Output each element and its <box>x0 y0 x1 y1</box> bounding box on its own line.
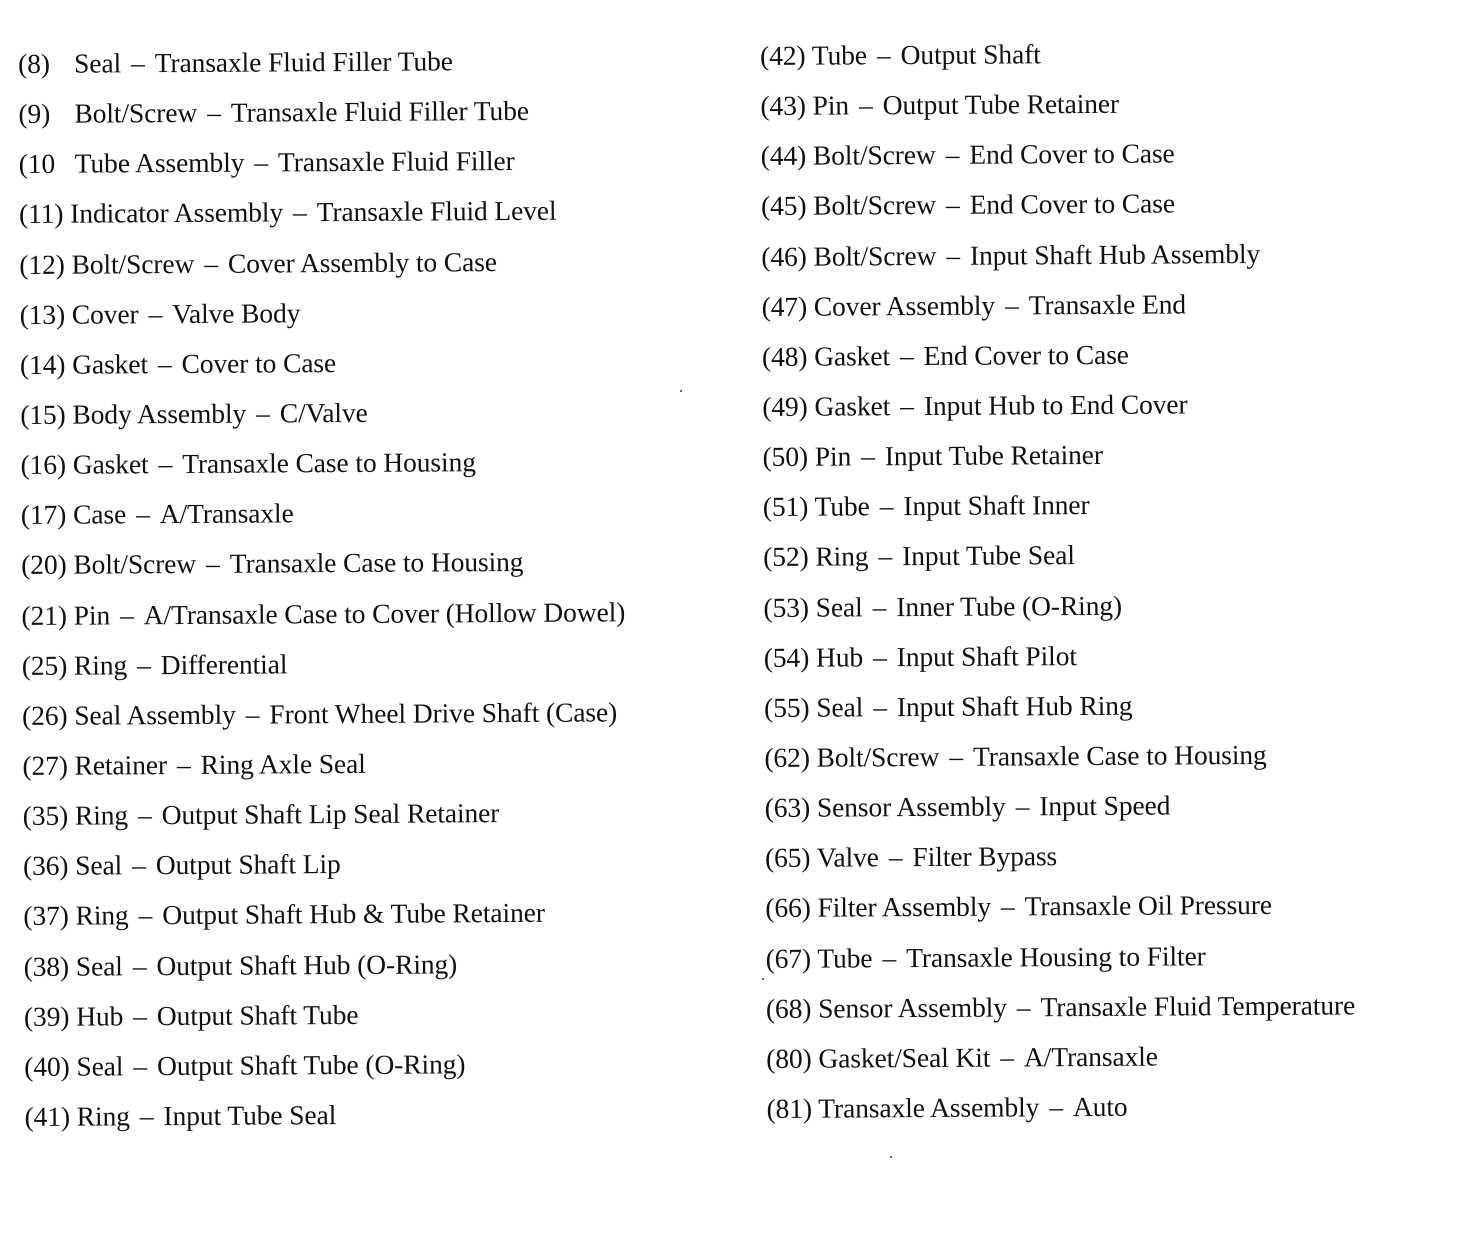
separator-dash: – <box>132 949 147 981</box>
separator-dash: – <box>245 698 260 730</box>
part-number: (39) <box>23 1000 70 1032</box>
part-name: Cover <box>71 297 139 330</box>
part-number: (63) <box>764 791 811 824</box>
scan-speck <box>890 1156 892 1158</box>
separator-dash: – <box>130 47 145 79</box>
part-description: Input Tube Retainer <box>884 439 1104 472</box>
part-name: Sensor Assembly <box>816 790 1006 823</box>
separator-dash: – <box>872 590 887 622</box>
separator-dash: – <box>882 941 897 973</box>
part-number: (38) <box>23 950 70 982</box>
part-name: Indicator Assembly <box>70 196 284 230</box>
parts-list-right <box>760 32 1356 1139</box>
separator-dash: – <box>858 89 873 121</box>
part-description: Input Tube Seal <box>163 1099 337 1132</box>
separator-dash: – <box>157 347 172 379</box>
part-name: Bolt/Screw <box>812 139 936 171</box>
part-name: Bolt/Screw <box>71 247 195 280</box>
part-number: (14) <box>19 348 66 380</box>
part-description: Input Shaft Inner <box>903 489 1090 522</box>
list-item <box>766 985 1355 1039</box>
separator-dash: – <box>256 397 270 429</box>
part-name: Seal <box>816 691 864 723</box>
part-number: (10 <box>18 148 56 180</box>
list-item <box>761 233 1350 287</box>
list-item <box>764 734 1353 788</box>
part-number: (20) <box>21 549 67 581</box>
list-item <box>760 83 1349 137</box>
list-item <box>23 792 627 846</box>
separator-dash: – <box>899 339 914 371</box>
list-item <box>18 90 622 144</box>
separator-dash: – <box>158 448 173 480</box>
separator-dash: – <box>873 691 888 723</box>
separator-dash: – <box>888 841 903 873</box>
part-number: (54) <box>763 641 810 673</box>
part-name: Bolt/Screw <box>813 189 937 222</box>
list-item <box>22 692 626 746</box>
list-item <box>24 1093 628 1147</box>
part-number: (81) <box>766 1092 813 1124</box>
separator-dash: – <box>876 39 891 71</box>
part-description: Filter Bypass <box>912 840 1058 873</box>
list-item <box>20 441 624 495</box>
separator-dash: – <box>132 849 146 881</box>
separator-dash: – <box>137 799 152 831</box>
part-description: Transaxle Fluid Filler Tube <box>154 45 453 79</box>
part-description: Cover to Case <box>181 346 337 379</box>
part-description: Transaxle Fluid Level <box>316 195 557 228</box>
separator-dash: – <box>206 548 220 580</box>
list-item <box>762 283 1351 337</box>
part-number: (51) <box>762 490 809 523</box>
list-item <box>760 32 1349 86</box>
part-name: Bolt/Screw <box>813 239 937 272</box>
part-number: (8) <box>18 47 50 79</box>
part-name: Gasket <box>814 340 891 372</box>
separator-dash: – <box>945 189 960 221</box>
part-description: A/Transaxle Case to Cover (Hollow Dowel) <box>143 595 626 630</box>
separator-dash: – <box>1000 1041 1015 1073</box>
part-description: Input Shaft Hub Assembly <box>969 237 1261 271</box>
part-number: (17) <box>20 498 67 531</box>
part-number: (48) <box>761 340 808 372</box>
part-description: Auto <box>1072 1090 1128 1123</box>
part-name: Ring <box>75 899 129 932</box>
part-name: Valve <box>816 841 879 873</box>
separator-dash: – <box>133 999 147 1031</box>
part-name: Seal <box>75 849 123 881</box>
separator-dash: – <box>949 740 964 772</box>
list-item <box>763 584 1352 638</box>
part-description: Output Shaft Hub (O-Ring) <box>156 947 458 981</box>
part-description: Output Tube Retainer <box>882 87 1120 121</box>
part-name: Tube Assembly <box>74 146 245 179</box>
part-name: Seal <box>75 949 123 982</box>
list-item <box>18 40 622 94</box>
part-number: (44) <box>760 140 807 172</box>
part-name: Ring <box>74 799 129 831</box>
part-description: Input Speed <box>1039 789 1171 822</box>
part-description: Ring Axle Seal <box>200 747 366 780</box>
list-item <box>21 592 625 646</box>
part-number: (41) <box>24 1100 71 1132</box>
part-number: (45) <box>760 190 807 222</box>
scan-speck <box>680 390 682 392</box>
list-item <box>766 1085 1355 1139</box>
separator-dash: – <box>119 598 134 630</box>
part-description: Input Shaft Pilot <box>896 639 1077 672</box>
part-description: Valve Body <box>172 296 301 329</box>
list-item <box>23 843 627 897</box>
part-description: Transaxle Housing to Filter <box>906 939 1206 973</box>
list-item <box>762 383 1351 437</box>
part-description: Transaxle Fluid Filler Tube <box>230 95 529 128</box>
separator-dash: – <box>204 247 219 279</box>
list-item <box>763 534 1352 588</box>
part-number: (42) <box>760 39 806 71</box>
list-item <box>21 542 625 596</box>
list-item <box>19 241 623 295</box>
list-item <box>763 484 1352 538</box>
list-item <box>20 391 624 445</box>
part-number: (36) <box>22 849 69 882</box>
separator-dash: – <box>133 1050 148 1082</box>
part-name: Hub <box>815 641 864 673</box>
separator-dash: – <box>900 390 914 422</box>
part-name: Pin <box>814 440 852 472</box>
part-number: (40) <box>24 1050 70 1082</box>
separator-dash: – <box>136 648 151 680</box>
list-item <box>766 935 1355 989</box>
part-description: Input Tube Seal <box>902 539 1075 572</box>
part-description: Transaxle Fluid Filler <box>277 145 515 178</box>
part-name: Transaxle Assembly <box>818 1091 1040 1124</box>
separator-dash: – <box>148 297 163 329</box>
part-number: (66) <box>765 892 811 924</box>
part-description: Front Wheel Drive Shaft (Case) <box>269 696 618 730</box>
part-number: (65) <box>764 841 811 874</box>
part-name: Tube <box>814 490 870 522</box>
separator-dash: – <box>1049 1091 1064 1123</box>
part-number: (50) <box>762 440 809 473</box>
part-number: (55) <box>764 691 810 723</box>
part-description: Input Shaft Hub Ring <box>896 689 1133 723</box>
part-name: Tube <box>817 941 873 974</box>
separator-dash: – <box>878 540 893 572</box>
separator-dash: – <box>1015 790 1030 822</box>
list-item <box>23 893 627 947</box>
parts-list-left <box>18 40 628 1147</box>
list-item <box>765 835 1354 889</box>
part-name: Tube <box>811 39 868 71</box>
part-number: (37) <box>23 900 69 932</box>
list-item <box>20 341 624 395</box>
part-name: Seal Assembly <box>74 698 236 731</box>
separator-dash: – <box>861 440 875 472</box>
part-name: Cover Assembly <box>813 289 996 322</box>
part-name: Gasket <box>72 448 149 480</box>
part-name: Retainer <box>74 749 168 781</box>
part-name: Pin <box>812 89 850 121</box>
part-number: (67) <box>765 942 812 974</box>
part-description: End Cover to Case <box>923 338 1129 371</box>
part-description: Inner Tube (O-Ring) <box>896 589 1123 622</box>
part-name: Bolt/Screw <box>816 740 940 773</box>
part-description: Transaxle Case to Housing <box>182 446 476 480</box>
separator-dash: – <box>1004 289 1019 321</box>
part-description: C/Valve <box>279 396 368 429</box>
list-item <box>761 183 1350 237</box>
part-description: Output Shaft Lip Seal Retainer <box>161 797 500 831</box>
separator-dash: – <box>207 96 221 128</box>
part-number: (16) <box>20 448 67 481</box>
separator-dash: – <box>879 490 894 522</box>
part-number: (15) <box>20 398 66 430</box>
part-name: Bolt/Screw <box>73 548 197 581</box>
part-number: (49) <box>762 390 808 422</box>
part-number: (21) <box>21 599 68 631</box>
part-name: Gasket <box>72 348 149 380</box>
part-number: (11) <box>18 198 64 230</box>
part-name: Gasket/Seal Kit <box>818 1041 991 1074</box>
separator-dash: – <box>945 139 960 171</box>
separator-dash: – <box>138 899 153 931</box>
list-item <box>762 333 1351 387</box>
part-description: A/Transaxle <box>1023 1040 1158 1073</box>
list-item <box>24 1043 628 1097</box>
list-item <box>765 784 1354 838</box>
part-description: A/Transaxle <box>159 497 294 530</box>
separator-dash: – <box>872 640 887 673</box>
separator-dash: – <box>946 239 961 271</box>
list-item <box>765 885 1354 939</box>
separator-dash: – <box>136 498 150 530</box>
list-item <box>19 191 623 245</box>
part-number: (62) <box>764 741 810 773</box>
part-description: Input Hub to End Cover <box>923 388 1188 421</box>
part-number: (52) <box>763 541 809 573</box>
part-number: (27) <box>22 749 68 781</box>
separator-dash: – <box>292 196 307 228</box>
list-item <box>764 634 1353 688</box>
part-description: Transaxle Fluid Temperature <box>1040 989 1356 1022</box>
part-number: (43) <box>760 89 806 122</box>
part-name: Ring <box>76 1100 130 1132</box>
part-description: Transaxle Case to Housing <box>229 546 524 580</box>
separator-dash: – <box>254 146 269 178</box>
part-number: (13) <box>19 298 66 330</box>
list-item <box>20 291 624 345</box>
part-name: Case <box>72 498 127 530</box>
part-name: Hub <box>76 1000 124 1032</box>
separator-dash: – <box>176 748 191 781</box>
part-description: Output Shaft Tube (O-Ring) <box>156 1048 466 1081</box>
list-item <box>21 492 625 546</box>
part-name: Pin <box>73 598 111 631</box>
separator-dash: – <box>139 1100 154 1132</box>
list-item <box>762 434 1351 488</box>
part-number: (53) <box>763 591 810 623</box>
part-name: Filter Assembly <box>817 890 992 924</box>
list-item <box>761 133 1350 187</box>
part-name: Body Assembly <box>72 397 247 430</box>
part-number: (35) <box>22 799 69 832</box>
separator-dash: – <box>1016 991 1031 1023</box>
part-name: Ring <box>815 540 869 573</box>
separator-dash: – <box>1000 890 1015 922</box>
part-number: (26) <box>22 699 68 731</box>
list-item <box>19 141 623 195</box>
part-name: Ring <box>73 649 128 681</box>
part-number: (68) <box>765 992 812 1024</box>
part-name: Bolt/Screw <box>74 97 198 129</box>
list-item <box>24 943 628 997</box>
part-description: Transaxle End <box>1028 288 1187 321</box>
part-number: (9) <box>18 97 51 130</box>
part-name: Seal <box>74 47 122 79</box>
list-item <box>766 1035 1355 1089</box>
part-name: Seal <box>815 590 863 623</box>
part-description: Output Shaft <box>900 38 1041 71</box>
list-item <box>22 642 626 696</box>
part-number: (25) <box>21 649 68 681</box>
part-number: (46) <box>761 240 807 272</box>
part-name: Seal <box>76 1050 124 1082</box>
part-description: Output Shaft Lip <box>155 848 341 881</box>
scan-speck <box>762 978 764 980</box>
part-description: Differential <box>160 648 288 680</box>
part-description: Cover Assembly to Case <box>227 245 498 279</box>
part-description: End Cover to Case <box>969 137 1175 171</box>
list-item <box>22 742 626 796</box>
part-description: Transaxle Oil Pressure <box>1024 889 1273 922</box>
part-number: (12) <box>19 248 65 280</box>
part-name: Gasket <box>814 390 891 422</box>
part-number: (47) <box>761 290 808 322</box>
list-item <box>24 993 628 1047</box>
part-description: End Cover to Case <box>969 187 1176 221</box>
part-number: (80) <box>766 1042 812 1074</box>
part-description: Output Shaft Tube <box>156 998 359 1031</box>
part-description: Output Shaft Hub & Tube Retainer <box>162 897 545 931</box>
list-item <box>764 684 1353 738</box>
part-description: Transaxle Case to Housing <box>972 738 1267 772</box>
part-name: Sensor Assembly <box>818 991 1007 1024</box>
